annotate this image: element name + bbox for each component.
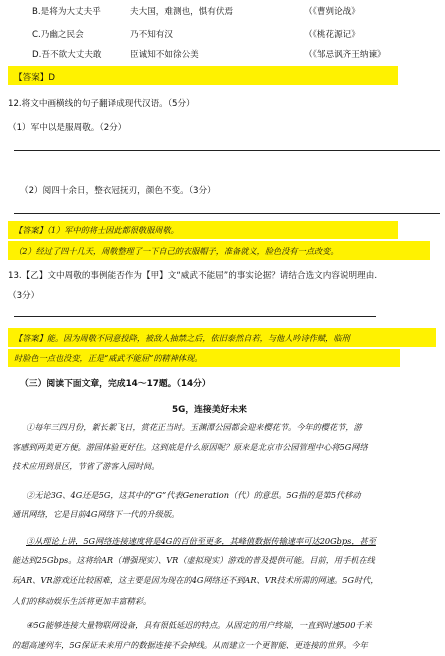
option-d-source: （《邹忌讽齐王纳谏》 <box>304 50 386 60</box>
option-c-phrase: 乃不知有汉 <box>130 30 173 40</box>
article-title: 5G，连接美好未来 <box>172 405 247 415</box>
section-heading: （三）阅读下面文章，完成14～17题。（14分） <box>20 379 211 389</box>
answer-line <box>14 316 376 317</box>
answer-line <box>14 150 440 151</box>
question-13-stem: 13.【乙】文中周敬的事例能否作为【甲】文“威武不能屈”的事实论据？请结合选文内容说明理由. <box>8 271 378 281</box>
paragraph-line: ①每年三四月份，絮长絮飞日，赏花正当时。玉渊潭公园都会迎来樱花节。今年的樱花节，游 <box>26 422 362 432</box>
paragraph-line: 客感到两美更方便。游园体验更好住。这到底是什么原因呢？原来是北京市公园管理中心将5G网络 <box>12 442 368 452</box>
paragraph-line: 技术应用到景区，节省了游客入园时间。 <box>12 461 160 471</box>
option-b-phrase: 夫大国，难测也，惧有伏焉 <box>130 7 234 17</box>
answer-12-2: （2）经过了四十几天，周敬整理了一下自己的衣服帽子，准备就义，脸色没有一点改变。 <box>14 246 339 256</box>
question-12-stem: 12.将文中画横线的句子翻译成现代汉语。（5分） <box>8 99 195 109</box>
question-12-part2: （2）阅四十余日，整衣冠抚刃，颜色不变。（3分） <box>20 186 216 196</box>
paragraph-line: 的超高速列车，5G保证未来用户的数据连接不会掉线。从而建立一个更智能、更连接的世界。今年 <box>12 640 368 650</box>
question-12-part1: （1）军中以是服周敬。（2分） <box>8 123 127 133</box>
option-c-source: （《桃花源记》 <box>304 30 360 40</box>
paragraph-line: 能达到25Gbps。这将给AR（增强现实）、VR（虚拟现实）游戏的普及提供可能。目前，用手机在线 <box>12 555 375 565</box>
paragraph-line: ②无论3G、4G还是5G，这其中的“G”代表Generation（代）的意思。5G指的是第5代移动 <box>26 490 361 500</box>
answer-highlight <box>8 66 398 85</box>
option-d-label: D.吾不欲大丈夫敢 <box>32 50 102 60</box>
paragraph-line: ③从理论上讲，5G网络连接速度将是4G的百倍至更多，其峰值数据传输速率可达20Gbps，甚至 <box>26 536 376 546</box>
option-b-label: B.是将为大丈夫乎 <box>32 7 101 17</box>
answer-13-line1: 【答案】能。因为周敬不同意投降，被敌人抽禁之后，依旧泰然自若，与他人吟诗作赋，临刑 <box>14 333 350 343</box>
paragraph-line: 玩AR、VR游戏还比较困难，这主要是因为现在的4G网络还不到AR、VR技术所需的网速。5G时代， <box>12 575 379 585</box>
option-c-label: C.乃幽之民会 <box>32 30 84 40</box>
option-b-source: （《曹刿论战》 <box>304 7 360 17</box>
question-13-score: （3分） <box>8 291 40 301</box>
answer-12-1: 【答案】（1）军中的将士因此都很敬服周敬。 <box>14 225 179 235</box>
answer-11: 【答案】D <box>14 73 55 83</box>
answer-13-line2: 时脸色一点也没变，正是“威武不能屈”的精神体现。 <box>14 353 203 363</box>
paragraph-line: 通讯网络，它是目前4G网络下一代的升级版。 <box>12 509 180 519</box>
answer-line <box>14 213 440 214</box>
paragraph-line: ④5G能够连接大量物联网设备，具有很低延迟的特点。从固定的用户终端，一直到时速500千米 <box>26 620 372 630</box>
option-d-phrase: 臣诚知不如徐公美 <box>130 50 199 60</box>
paragraph-line: 人们的移动娱乐生活将更加丰富精彩。 <box>12 596 152 606</box>
